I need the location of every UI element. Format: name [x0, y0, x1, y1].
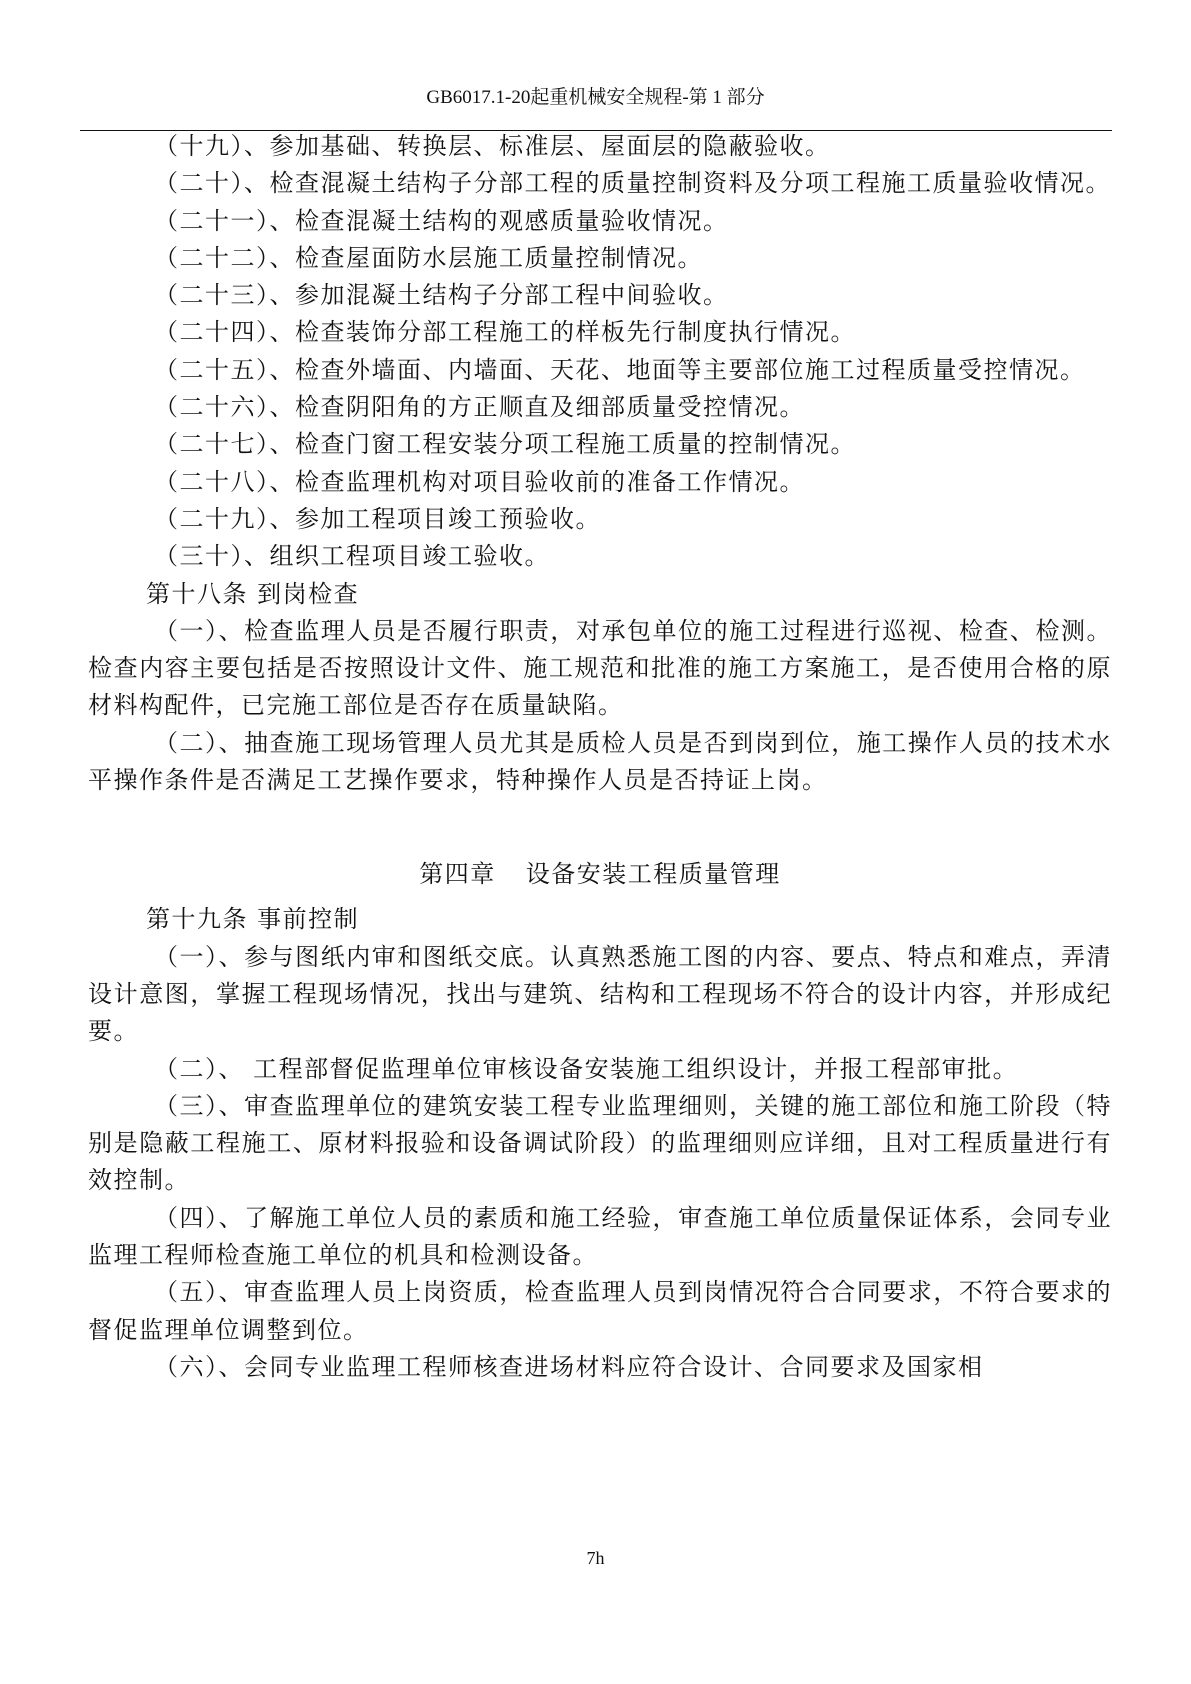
article-19-paragraph-2: （二）、 工程部督促监理单位审核设备安装施工组织设计，并报工程部审批。 [154, 1054, 1019, 1083]
article-19-title: 第十九条 事前控制 [146, 905, 360, 934]
paragraph-item-27: （二十七）、检查门窗工程安装分项工程施工质量的控制情况。 [154, 430, 856, 459]
paragraph-item-26: （二十六）、检查阴阳角的方正顺直及细部质量受控情况。 [154, 393, 805, 422]
article-19-paragraph-6: （六）、会同专业监理工程师核查进场材料应符合设计、合同要求及国家相 [154, 1352, 984, 1381]
article-19-paragraph-4: （四）、了解施工单位人员的素质和施工经验，审查施工单位质量保证体系，会同专业监理工程师检查施工单位的机具和检测设备。 [88, 1203, 1112, 1270]
paragraph-item-30: （三十）、组织工程项目竣工验收。 [154, 542, 550, 571]
article-19-paragraph-1: （一）、参与图纸内审和图纸交底。认真熟悉施工图的内容、要点、特点和难点，弄清设计意图，掌握工程现场情况，找出与建筑、结构和工程现场不符合的设计内容，并形成纪要。 [88, 942, 1112, 1046]
page-number: 7h [586, 1548, 605, 1568]
chapter-heading [88, 856, 1112, 893]
article-19-paragraph-3: （三）、审查监理单位的建筑安装工程专业监理细则，关键的施工部位和施工阶段（特别是隐蔽工程施工、原材料报验和设备调试阶段）的监理细则应详细，且对工程质量进行有效控制。 [88, 1091, 1112, 1195]
paragraph-item-29: （二十九）、参加工程项目竣工预验收。 [154, 504, 601, 533]
article-18-paragraph-1: （一）、检查监理人员是否履行职责，对承包单位的施工过程进行巡视、检查、检测。检查内容主要包括是否按照设计文件、施工规范和批准的施工方案施工，是否使用合格的原材料构配件，已完施工部位是否存在质量缺陷。 [88, 616, 1112, 720]
running-header: GB6017.1-20起重机械安全规程-第 1 部分 [426, 87, 765, 108]
paragraph-item-28: （二十八）、检查监理机构对项目验收前的准备工作情况。 [154, 467, 805, 496]
paragraph-item-24: （二十四）、检查装饰分部工程施工的样板先行制度执行情况。 [154, 318, 856, 347]
article-18-paragraph-2: （二）、抽查施工现场管理人员尤其是质检人员是否到岗到位，施工操作人员的技术水平操作条件是否满足工艺操作要求，特种操作人员是否持证上岗。 [88, 728, 1112, 795]
article-19-paragraph-5: （五）、审查监理人员上岗资质，检查监理人员到岗情况符合合同要求，不符合要求的督促监理单位调整到位。 [88, 1278, 1112, 1344]
chapter-number: 第四章 [419, 860, 496, 889]
paragraph-item-21: （二十一）、检查混凝土结构的观感质量验收情况。 [154, 206, 729, 235]
paragraph-item-19: （十九）、参加基础、转换层、标准层、屋面层的隐蔽验收。 [154, 132, 831, 160]
paragraph-item-23: （二十三）、参加混凝土结构子分部工程中间验收。 [154, 281, 729, 310]
document-body [88, 128, 1112, 1386]
paragraph-item-25: （二十五）、检查外墙面、内墙面、天花、地面等主要部位施工过程质量受控情况。 [154, 355, 1086, 384]
article-18-title: 第十八条 到岗检查 [146, 579, 360, 608]
paragraph-item-22: （二十二）、检查屋面防水层施工质量控制情况。 [154, 243, 703, 272]
chapter-title: 设备安装工程质量管理 [525, 860, 781, 889]
paragraph-item-20: （二十）、检查混凝土结构子分部工程的质量控制资料及分项工程施工质量验收情况。 [154, 169, 1111, 198]
